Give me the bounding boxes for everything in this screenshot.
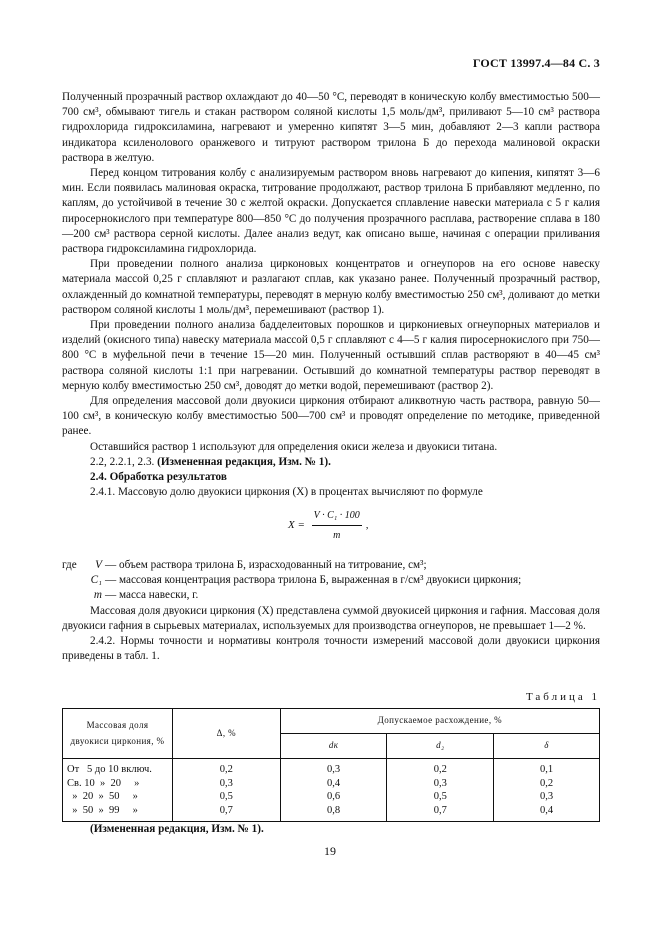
cell-d2: 0,3: [387, 777, 494, 791]
row-label: » 50 » 99 »: [63, 804, 173, 822]
definition-lead: [62, 588, 90, 603]
table-title: Таблица 1: [525, 691, 600, 703]
paragraph-2-4-1: 2.4.1. Массовую долю двуокиси циркония (X) в процентах вычисляют по формуле: [90, 486, 483, 499]
accuracy-table: [62, 708, 600, 822]
paragraph-1: Полученный прозрачный раствор охлаждают до 40—50 °С, переводят в коническую колбу вместимостью 500—700 см³, обмывают тигель и стакан раствором соляной кислоты 1,5 моль/дм³, приливают 5—10 см³ раствора гидрохлорида гидроксиламина, нагревают и умеренно кипятят 3—5 мин, добавляют 2—3 капли раствора индикатора ксиленолового оранжевого и титруют раствором трилона Б до перехода малиновой окраски раствора в желтую.: [62, 91, 600, 164]
definition-symbol: m: [93, 589, 102, 602]
formula-tail: ,: [365, 519, 369, 532]
cell-dk: 0,4: [280, 777, 387, 791]
header-delta: Δ, %: [172, 709, 280, 759]
formula-lhs: X =: [288, 519, 305, 532]
cell-dk: 0,3: [280, 759, 387, 777]
definition-row: [62, 573, 600, 588]
amendment-footer-note: (Измененная редакция, Изм. № 1).: [90, 823, 264, 835]
paragraph-5: Для определения массовой доли двуокиси циркония отбирают аликвотную часть раствора, равную 50—100 см³, в коническую колбу вместимостью 500—700 см³ и проводят определение по методике, приведенной ранее.: [62, 395, 600, 438]
paragraph-6: Оставшийся раствор 1 используют для определения окиси железа и двуокиси титана.: [90, 440, 498, 453]
definitions: [62, 558, 600, 664]
definition-symbol: V: [95, 559, 102, 571]
paragraph-2: Перед концом титрования колбу с анализируемым раствором вновь нагревают до кипения, кипятят 3—6 мин. Если появилась малиновая окраска, титрование продолжают, раствор трилона Б прибавляют медленно, по каплям, до устойчивой в течение 30 с желтой окраски. Допускается сплавление навески материала с 5 г калия пиросернокислого при температуре 800—850 °С до получения прозрачного расплава, растворение сплава в 180—200 см³ раствора серной кислоты. Далее анализ ведут, как описано выше, начиная с операции приливания раствора гидроксиламина гидрохлорида.: [62, 167, 600, 256]
table-row: [63, 777, 600, 791]
cell-delta: 0,5: [172, 790, 280, 804]
section-heading: 2.4. Обработка результатов: [90, 471, 227, 484]
table-row: [63, 790, 600, 804]
definition-text: — масса навески, г.: [105, 589, 199, 602]
definition-lead: где: [62, 559, 77, 571]
paragraph-3: При проведении полного анализа цирконовых концентратов и огнеупоров на его основе навеску материала массой 0,25 г сплавляют и разлагают сплав, как указано ранее. Полученный прозрачный раствор, охлажденный до комнатной температуры, переводят в мерную колбу вместимостью 250 см³, доливают до метки раствором соляной кислоты 1 моль/дм³, перемешивают (раствор 1).: [62, 258, 600, 316]
formula-denominator: m: [333, 530, 341, 542]
row-label: От 5 до 10 включ.: [63, 759, 173, 777]
row-label: » 20 » 50 »: [63, 790, 173, 804]
page-header: ГОСТ 13997.4—84 С. 3: [472, 56, 600, 70]
cell-delta: 0,3: [172, 777, 280, 791]
row-label: Св. 10 » 20 »: [63, 777, 173, 791]
amendment-note: (Измененная редакция, Изм. № 1).: [157, 455, 331, 468]
definition-lead: [62, 573, 90, 588]
paragraph-4: При проведении полного анализа бадделеитовых порошков и циркониевых огнеупорных материалов и изделий (окисного типа) навеску материала массой 0,5 г сплавляют с 4—5 г калия пиросернокислого при 750—800 °С в муфельной печи в течение 15—20 мин. Полученный остывший сплав растворяют в 40—45 см³ раствора соляной кислоты 1:1 при нагревании. Остывший до комнатной температуры раствор переводят в мерную колбу вместимостью 250 см³, доводят до метки водой, перемешивают (раствор 2).: [62, 319, 600, 392]
amendment-prefix: 2.2, 2.2.1, 2.3.: [90, 455, 158, 468]
header-dk: dк: [280, 734, 387, 759]
paragraph-sum: Массовая доля двуокиси циркония (X) представлена суммой двуокисей циркония и гафния. Массовая доля двуокиси гафния в сырьевых материалах, используемых для производства огнеупоров, не превышает 1—2 %.: [62, 604, 600, 632]
header-d: δ: [494, 734, 600, 759]
amendment-line: [62, 455, 600, 470]
page-number: 19: [324, 844, 336, 858]
cell-d: 0,1: [494, 759, 600, 777]
cell-d2: 0,2: [387, 759, 494, 777]
table-row: [63, 804, 600, 822]
cell-delta: 0,2: [172, 759, 280, 777]
definition-text: — объем раствора трилона Б, израсходованный на титрование, см³;: [105, 559, 427, 571]
paragraph-2-4-2: 2.4.2. Нормы точности и нормативы контроля точности измерений массовой доли двуокиси циркония приведены в табл. 1.: [62, 635, 600, 663]
formula-fraction: [312, 508, 362, 543]
header-tolerance-group: Допускаемое расхождение, %: [280, 709, 599, 734]
definition-row: [62, 588, 600, 603]
table-row: [63, 759, 600, 777]
cell-d: 0,3: [494, 790, 600, 804]
cell-delta: 0,7: [172, 804, 280, 822]
cell-d2: 0,7: [387, 804, 494, 822]
definition-text: — массовая концентрация раствора трилона Б, выраженная в г/см³ двуокиси циркония;: [105, 574, 522, 587]
cell-dk: 0,6: [280, 790, 387, 804]
cell-d2: 0,5: [387, 790, 494, 804]
cell-d: 0,2: [494, 777, 600, 791]
formula: [288, 508, 368, 543]
definition-row: [62, 558, 600, 573]
cell-dk: 0,8: [280, 804, 387, 822]
document-body: [62, 90, 600, 500]
header-d2: d₂: [387, 734, 494, 759]
cell-d: 0,4: [494, 804, 600, 822]
formula-numerator: V · C₁ · 100: [312, 508, 362, 526]
definition-symbol: C₁: [90, 574, 102, 587]
header-mass-fraction: Массовая доля двуокиси циркония, %: [63, 709, 173, 759]
